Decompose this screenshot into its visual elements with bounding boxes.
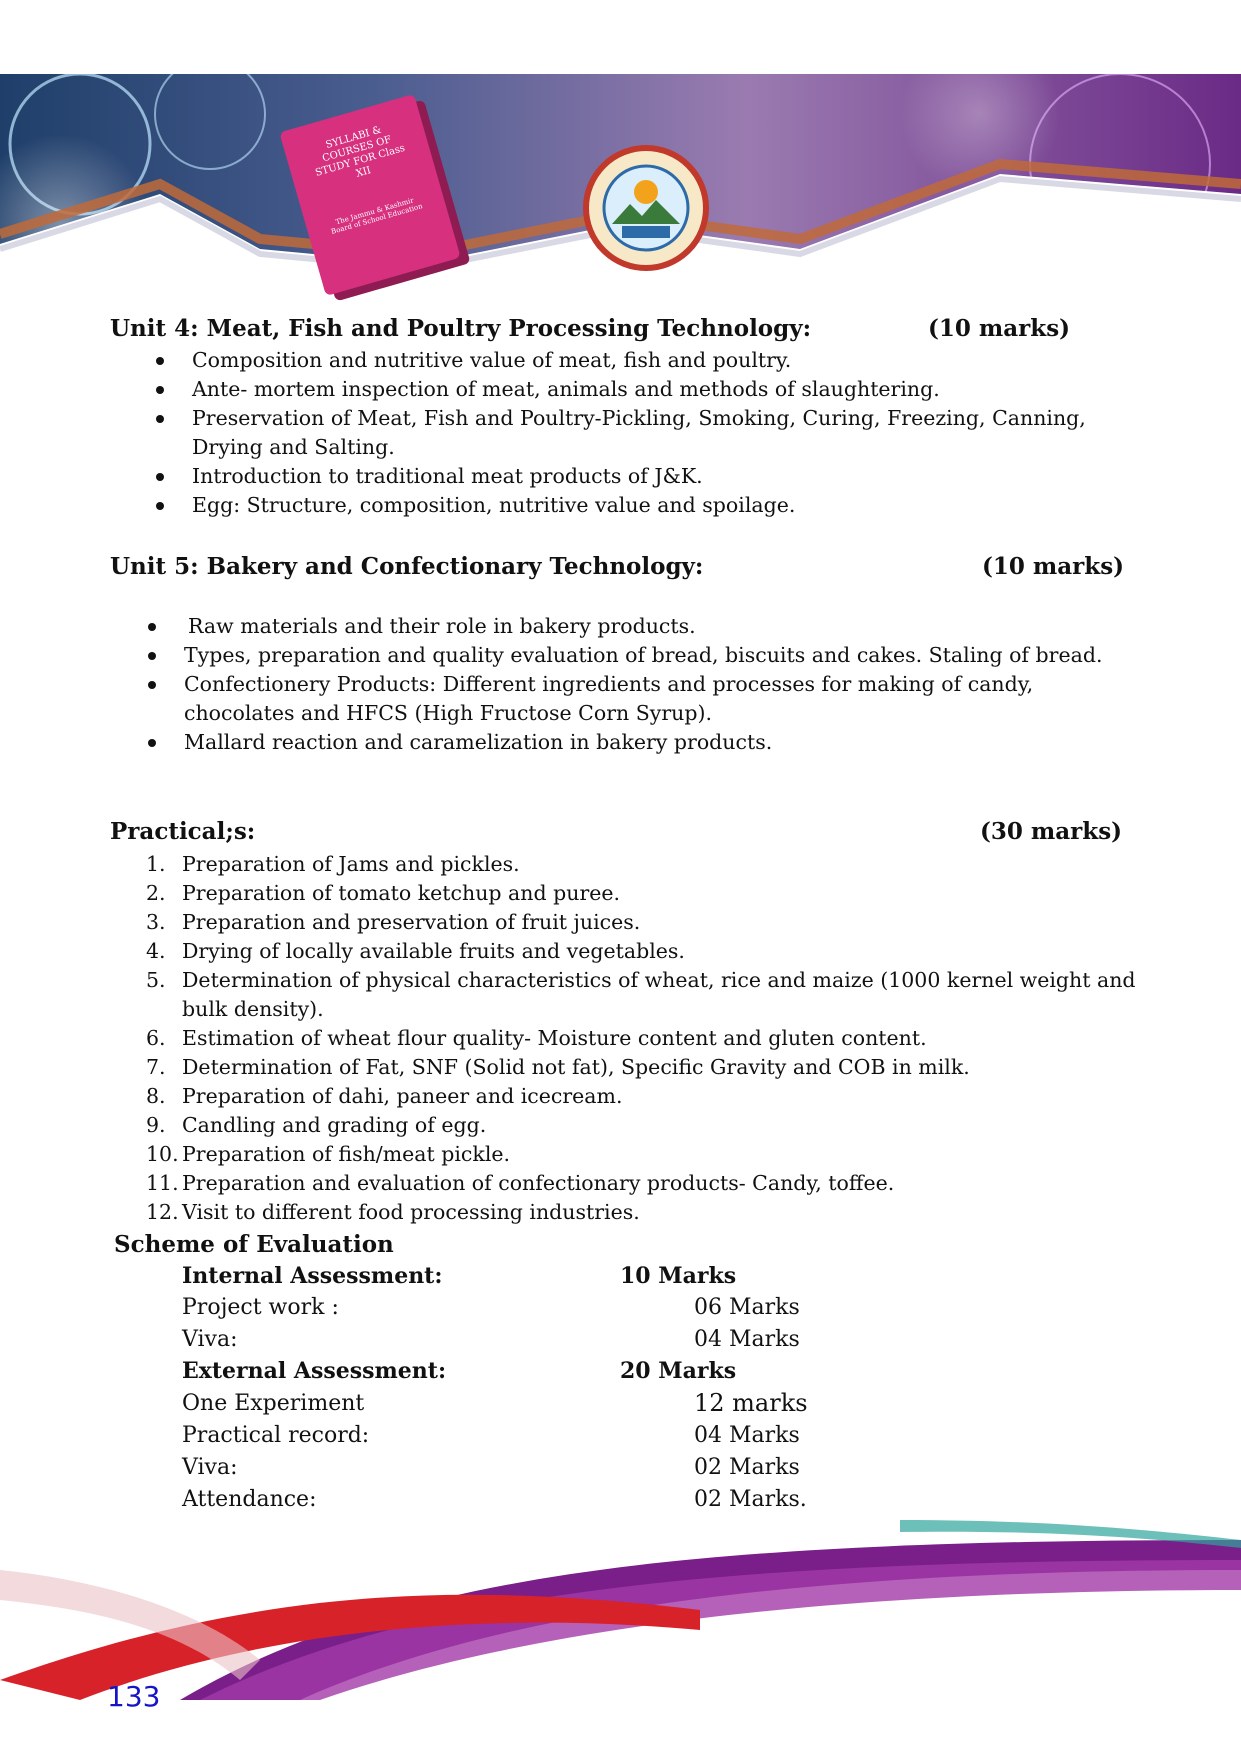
list-item-continued — [192, 433, 1112, 462]
viva-internal-value: 04 Marks — [694, 1327, 800, 1352]
list-item-text: Composition and nutritive value of meat, fish and poultry. — [192, 348, 792, 372]
external-assessment-value: 20 Marks — [620, 1358, 737, 1384]
list-item-number: 9. — [146, 1113, 166, 1137]
list-item — [192, 404, 1112, 433]
bullet-icon — [148, 739, 156, 747]
unit4-title: Unit 4: Meat, Fish and Poultry Processing Technology: — [110, 315, 812, 342]
internal-assessment-value: 10 Marks — [620, 1263, 737, 1289]
bullet-icon — [156, 415, 164, 423]
bullet-icon — [156, 357, 164, 365]
list-item — [184, 641, 1104, 670]
viva-external-label: Viva: — [182, 1455, 238, 1480]
bullet-icon — [148, 681, 156, 689]
list-item-text: Visit to different food processing industries. — [182, 1200, 640, 1224]
scheme-title: Scheme of Evaluation — [114, 1231, 394, 1258]
list-item-number: 5. — [146, 968, 166, 992]
list-item-text: Preparation of fish/meat pickle. — [182, 1142, 511, 1166]
list-item-number — [146, 995, 182, 1024]
list-item-text: Raw materials and their role in bakery products. — [188, 614, 696, 638]
list-item-number: 11. — [146, 1171, 179, 1195]
list-item-text: Preparation of dahi, paneer and icecream. — [182, 1084, 623, 1108]
practical-record-value: 04 Marks — [694, 1423, 800, 1448]
list-item — [184, 670, 1104, 699]
list-item-text: Determination of Fat, SNF (Solid not fat), Specific Gravity and COB in milk. — [182, 1055, 970, 1079]
project-work-label: Project work : — [182, 1295, 339, 1320]
list-item-text: Determination of physical characteristics of wheat, rice and maize (1000 kernel weight and — [182, 968, 1136, 992]
board-seal-logo — [582, 144, 710, 272]
attendance-value: 02 Marks. — [694, 1487, 807, 1512]
list-item — [146, 850, 1136, 879]
list-item — [192, 346, 1112, 375]
list-item-number: 2. — [146, 881, 166, 905]
list-item-text: Drying of locally available fruits and vegetables. — [182, 939, 685, 963]
list-item-number: 8. — [146, 1084, 166, 1108]
list-item — [146, 1053, 1136, 1082]
list-item-text: Estimation of wheat flour quality- Moisture content and gluten content. — [182, 1026, 927, 1050]
list-item-text: Drying and Salting. — [192, 435, 395, 459]
list-item-number: 1. — [146, 852, 166, 876]
list-item-number: 4. — [146, 939, 166, 963]
viva-external-value: 02 Marks — [694, 1455, 800, 1480]
list-item-text: Preservation of Meat, Fish and Poultry-Pickling, Smoking, Curing, Freezing, Canning, — [192, 406, 1086, 430]
list-item-continued — [146, 995, 1136, 1024]
bullet-icon — [156, 386, 164, 394]
list-item-number: 7. — [146, 1055, 166, 1079]
list-item — [184, 612, 1104, 641]
list-item — [146, 1082, 1136, 1111]
practicals-marks: (30 marks) — [980, 818, 1123, 845]
practical-record-label: Practical record: — [182, 1423, 370, 1448]
list-item — [146, 1024, 1136, 1053]
bullet-icon — [156, 502, 164, 510]
book-title: SYLLABI & COURSES OF STUDY FOR Class XII — [314, 124, 407, 180]
one-experiment-label: One Experiment — [182, 1391, 365, 1416]
one-experiment-value: 12 marks — [694, 1389, 808, 1417]
list-item — [146, 1198, 1136, 1227]
book-publisher: The Jammu & Kashmir Board of School Education — [330, 196, 424, 237]
project-work-value: 06 Marks — [694, 1295, 800, 1320]
unit5-marks: (10 marks) — [982, 553, 1125, 580]
bullet-icon — [148, 623, 156, 631]
bullet-icon — [156, 473, 164, 481]
list-item-number: 12. — [146, 1200, 179, 1224]
list-item-text: Types, preparation and quality evaluation of bread, biscuits and cakes. Staling of bread. — [184, 643, 1103, 667]
list-item-number: 10. — [146, 1142, 179, 1166]
list-item-text: Egg: Structure, composition, nutritive value and spoilage. — [192, 493, 796, 517]
unit4-topic-list — [192, 346, 1112, 520]
list-item-number: 3. — [146, 910, 166, 934]
page-number: 133 — [107, 1680, 161, 1713]
list-item-text: Preparation of Jams and pickles. — [182, 852, 520, 876]
practicals-title: Practical;s: — [110, 818, 256, 845]
list-item — [146, 1111, 1136, 1140]
internal-assessment-label: Internal Assessment: — [182, 1263, 443, 1289]
list-item-number: 6. — [146, 1026, 166, 1050]
practicals-list — [146, 850, 1136, 1227]
attendance-label: Attendance: — [182, 1487, 317, 1512]
list-item-text: Preparation of tomato ketchup and puree. — [182, 881, 621, 905]
list-item — [146, 1169, 1136, 1198]
list-item-text: Mallard reaction and caramelization in bakery products. — [184, 730, 773, 754]
list-item-text: Introduction to traditional meat products of J&K. — [192, 464, 703, 488]
list-item — [192, 491, 1112, 520]
unit5-topic-list — [184, 612, 1104, 757]
list-item — [146, 966, 1136, 995]
list-item-text: Ante- mortem inspection of meat, animals and methods of slaughtering. — [192, 377, 940, 401]
list-item-text: Confectionery Products: Different ingredients and processes for making of candy, — [184, 672, 1034, 696]
bullet-icon — [148, 652, 156, 660]
header-banner — [0, 74, 1241, 304]
viva-internal-label: Viva: — [182, 1327, 238, 1352]
list-item-text: bulk density). — [182, 997, 324, 1021]
list-item — [184, 728, 1104, 757]
list-item-text: chocolates and HFCS (High Fructose Corn Syrup). — [184, 701, 712, 725]
list-item — [192, 375, 1112, 404]
list-item — [146, 908, 1136, 937]
list-item — [146, 1140, 1136, 1169]
list-item-text: Candling and grading of egg. — [182, 1113, 487, 1137]
list-item — [192, 462, 1112, 491]
footer-wave-art — [0, 1500, 1241, 1700]
list-item-continued — [184, 699, 1104, 728]
list-item — [146, 879, 1136, 908]
external-assessment-label: External Assessment: — [182, 1358, 447, 1384]
list-item-text: Preparation and preservation of fruit juices. — [182, 910, 641, 934]
unit4-marks: (10 marks) — [928, 315, 1071, 342]
list-item — [146, 937, 1136, 966]
list-item-text: Preparation and evaluation of confectionary products- Candy, toffee. — [182, 1171, 895, 1195]
unit5-title: Unit 5: Bakery and Confectionary Technology: — [110, 553, 704, 580]
